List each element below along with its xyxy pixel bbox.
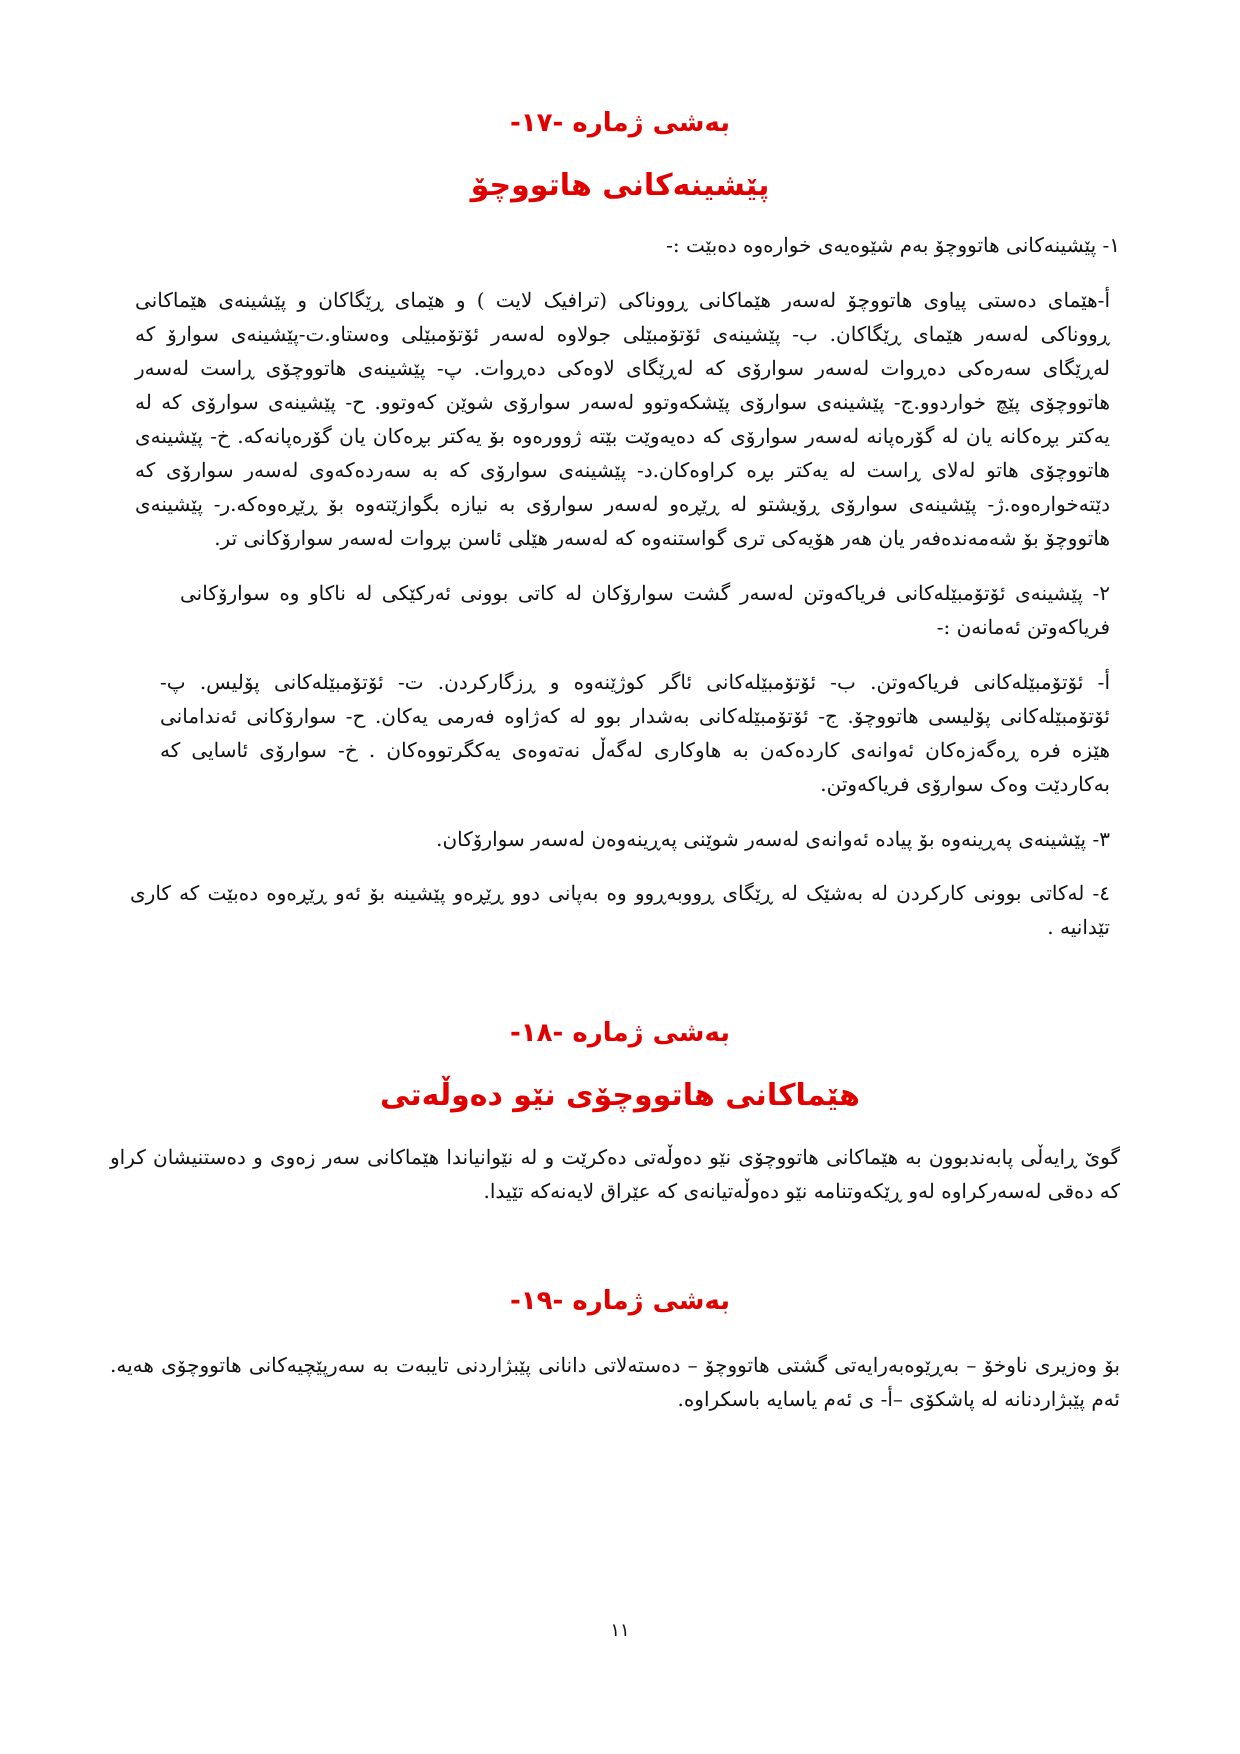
section-17-item-2-list: أ- ئۆتۆمبێلەکانی فریاکەوتن. ب- ئۆتۆمبێلەکانی ئاگر کوژێنەوە و ڕزگارکردن. ت- ئۆتۆمبێلەکانی پۆلیس. پ- ئۆتۆمبێلەکانی پۆلیسی هاتووچۆ. ج- ئۆتۆمبێلەکانی بەشدار بوو لە کەژاوە فەرمی یەکان. ح- سوارۆکانی ئەندامانی هێزە فرە ڕەگەزەکان ئەوانەی کاردەکەن بە هاوکاری لەگەڵ نەتەوەی یەکگرتووەکان . خ- سوارۆی ئاسایی کە بەکاردێت وەک سوارۆی فریاکەوتن. (160, 670, 1110, 796)
section-17-item-1: أ-هێمای دەستی پیاوی هاتووچۆ لەسەر هێماکانی ڕووناکی (ترافیک لایت ) و هێمای ڕێگاکان و پێشینەی هێماکانی ڕووناکی لەسەر هێمای ڕێگاکان. ب- پێشینەی ئۆتۆمبێلی جولاوە لەسەر ئۆتۆمبێلی وەستاو.ت-پێشینەی سوارۆ کە لەڕێگای سەرەکی دەڕوات لەسەر سوارۆی کە لەڕێگای لاوەکی دەڕوات. پ- پێشینەی هاتووچۆی ڕاست لەسەر هاتووچۆی پێچ خواردوو.ج- پێشینەی سوارۆی پێشکەوتوو لەسەر سوارۆی شوێن کەوتوو. ح- پێشینەی سوارۆی کە لە یەکتر بڕەکانە یان لە گۆرەپانە لەسەر سوارۆی کە دەیەوێت بێتە ژوورەوە بۆ یەکتر بڕەکان یان گۆرەپانەکە. خ- پێشینەی هاتووچۆی هاتو لەلای ڕاست لە یەکتر بڕە کراوەکان.د- پێشینەی سوارۆی کە بە سەردەکەوی لەسەر سوارۆی کە دێتەخوارەوە.ژ- پێشینەی سوارۆی ڕۆیشتو لە ڕێڕەو لەسەر سوارۆی بە نیازە بگوازێتەوە بۆ ڕێڕەوەکە.ر- پێشینەی هاتووچۆ بۆ شەمەندەفەر یان هەر هۆیەکی تری گواستنەوە کە لەسەر هێلی ئاسن بڕوات لەسەر سوارۆکانی تر. (135, 288, 1110, 550)
section-19-body: بۆ وەزیری ناوخۆ – بەڕێوەبەرایەتی گشتی هاتووچۆ – دەستەلاتی دانانی پێبژاردنی تایبەت بە سەرپێچیەکانی هاتووچۆی هەیە. ئەم پێبژاردنانە لە پاشکۆی –أ- ی ئەم یاسایە باسکراوە. (110, 1353, 1120, 1411)
section-17-item-2-intro: ٢- پێشینەی ئۆتۆمبێلەکانی فریاکەوتن لەسەر گشت سوارۆکان لە کاتی بوونی ئەرکێکی لە ناکاو وە سوارۆکانی فریاکەوتن ئەمانەن :- (180, 581, 1110, 639)
section-17-intro: ١- پێشینەکانی هاتووچۆ بەم شێوەیەی خوارەوە دەبێت :- (666, 233, 1120, 257)
section-17-item-3: ٣- پێشینەی پەڕینەوە بۆ پیادە ئەوانەی لەسەر شوێنی پەڕینەوەن لەسەر سوارۆکان. (436, 827, 1110, 851)
section-17-number: بەشی ژمارە -١٧- (510, 108, 730, 138)
section-17-item-4: ٤- لەکاتی بوونی کارکردن لە بەشێک لە ڕێگای ڕووبەڕوو وە بەپانی دوو ڕێڕەو پێشینە بۆ ئەو ڕێڕەوە دەبێت کە کاری تێدانیە . (130, 881, 1110, 939)
page-number: ١١ (610, 1620, 630, 1641)
section-18-number: بەشی ژمارە -١٨- (510, 1018, 730, 1048)
section-17-title: پێشینەکانی هاتووچۆ (470, 168, 770, 203)
section-19-number: بەشی ژمارە -١٩- (510, 1286, 730, 1316)
section-18-title: هێماکانی هاتووچۆی نێو دەوڵەتی (380, 1078, 860, 1113)
section-18-body: گوێ ڕایەڵی پابەندبوون بە هێماکانی هاتووچۆی نێو دەوڵەتی دەکرێت و لە نێوانیاندا هێماکانی سەر زەوی و دەستنیشان کراو کە دەقی لەسەرکراوە لەو ڕێکەوتنامە نێو دەوڵەتیانەی کە عێراق لایەنەکە تێیدا. (110, 1145, 1120, 1203)
